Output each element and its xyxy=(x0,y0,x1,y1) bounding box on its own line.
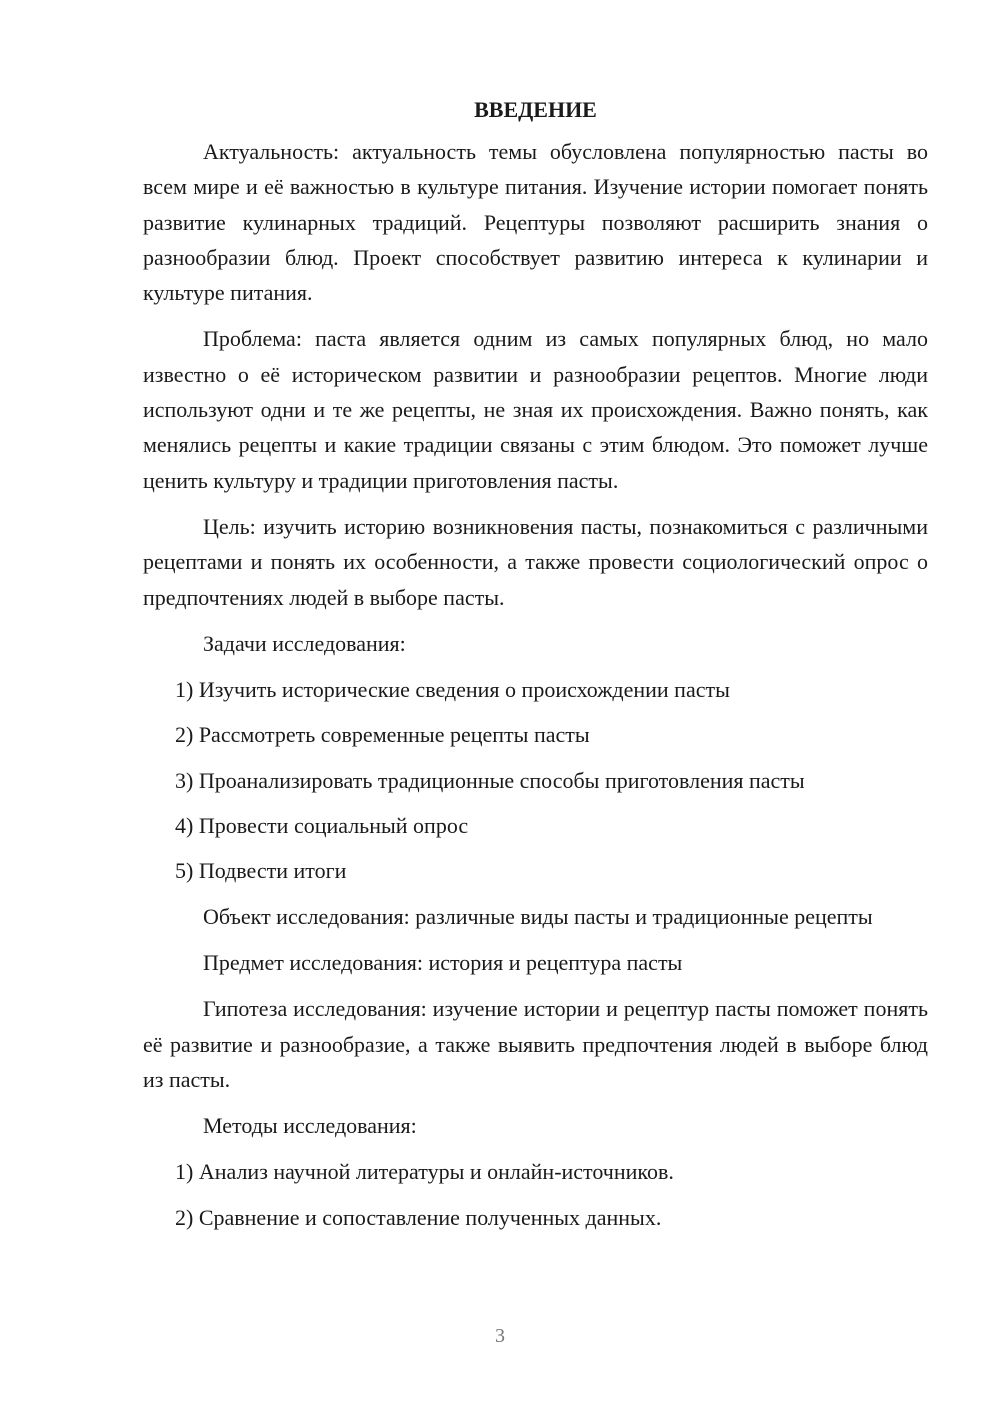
page-number: 3 xyxy=(495,1325,505,1347)
list-item: 1) Анализ научной литературы и онлайн-источников. xyxy=(175,1159,674,1185)
list-item: 5) Подвести итоги xyxy=(175,858,347,884)
relevance-paragraph: Актуальность: актуальность темы обусловлена популярностью пасты во всем мире и её важностью в культуре питания. Изучение истории помогает понять развитие кулинарных традиций. Рецептуры позволяют расширить знания о разнообразии блюд. Проект способствует развитию интереса к кулинарии и культуре питания. xyxy=(143,139,928,306)
methods-heading: Методы исследования: xyxy=(203,1113,417,1139)
list-item: 3) Проанализировать традиционные способы приготовления пасты xyxy=(175,767,805,793)
list-item: 4) Провести социальный опрос xyxy=(175,813,469,839)
methods-list xyxy=(143,1154,928,1235)
subject-paragraph: Предмет исследования: история и рецептура пасты xyxy=(203,949,683,975)
problem-paragraph: Проблема: паста является одним из самых популярных блюд, но мало известно о её историческом развитии и разнообразии рецептов. Многие люди используют одни и те же рецепты, не зная их происхождения. Важно понять, как менялись рецепты и какие традиции связаны с этим блюдом. Это поможет лучше ценить культуру и традиции приготовления пасты. xyxy=(143,326,928,493)
list-item: 2) Сравнение и сопоставление полученных данных. xyxy=(175,1204,662,1230)
document-page xyxy=(143,92,928,1245)
list-item: 2) Рассмотреть современные рецепты пасты xyxy=(175,722,590,748)
page-title: ВВЕДЕНИЕ xyxy=(474,97,597,122)
hypothesis-paragraph: Гипотеза исследования: изучение истории и рецептур пасты поможет понять её развитие и разнообразие, а также выявить предпочтения людей в выборе блюд из пасты. xyxy=(143,996,928,1092)
list-item: 1) Изучить исторические сведения о происхождении пасты xyxy=(175,677,730,703)
tasks-list xyxy=(143,672,928,888)
goal-paragraph: Цель: изучить историю возникновения пасты, познакомиться с различными рецептами и понять их особенности, а также провести социологический опрос о предпочтениях людей в выборе пасты. xyxy=(143,513,928,610)
tasks-heading: Задачи исследования: xyxy=(203,630,406,656)
object-paragraph: Объект исследования: различные виды пасты и традиционные рецепты xyxy=(203,903,873,929)
